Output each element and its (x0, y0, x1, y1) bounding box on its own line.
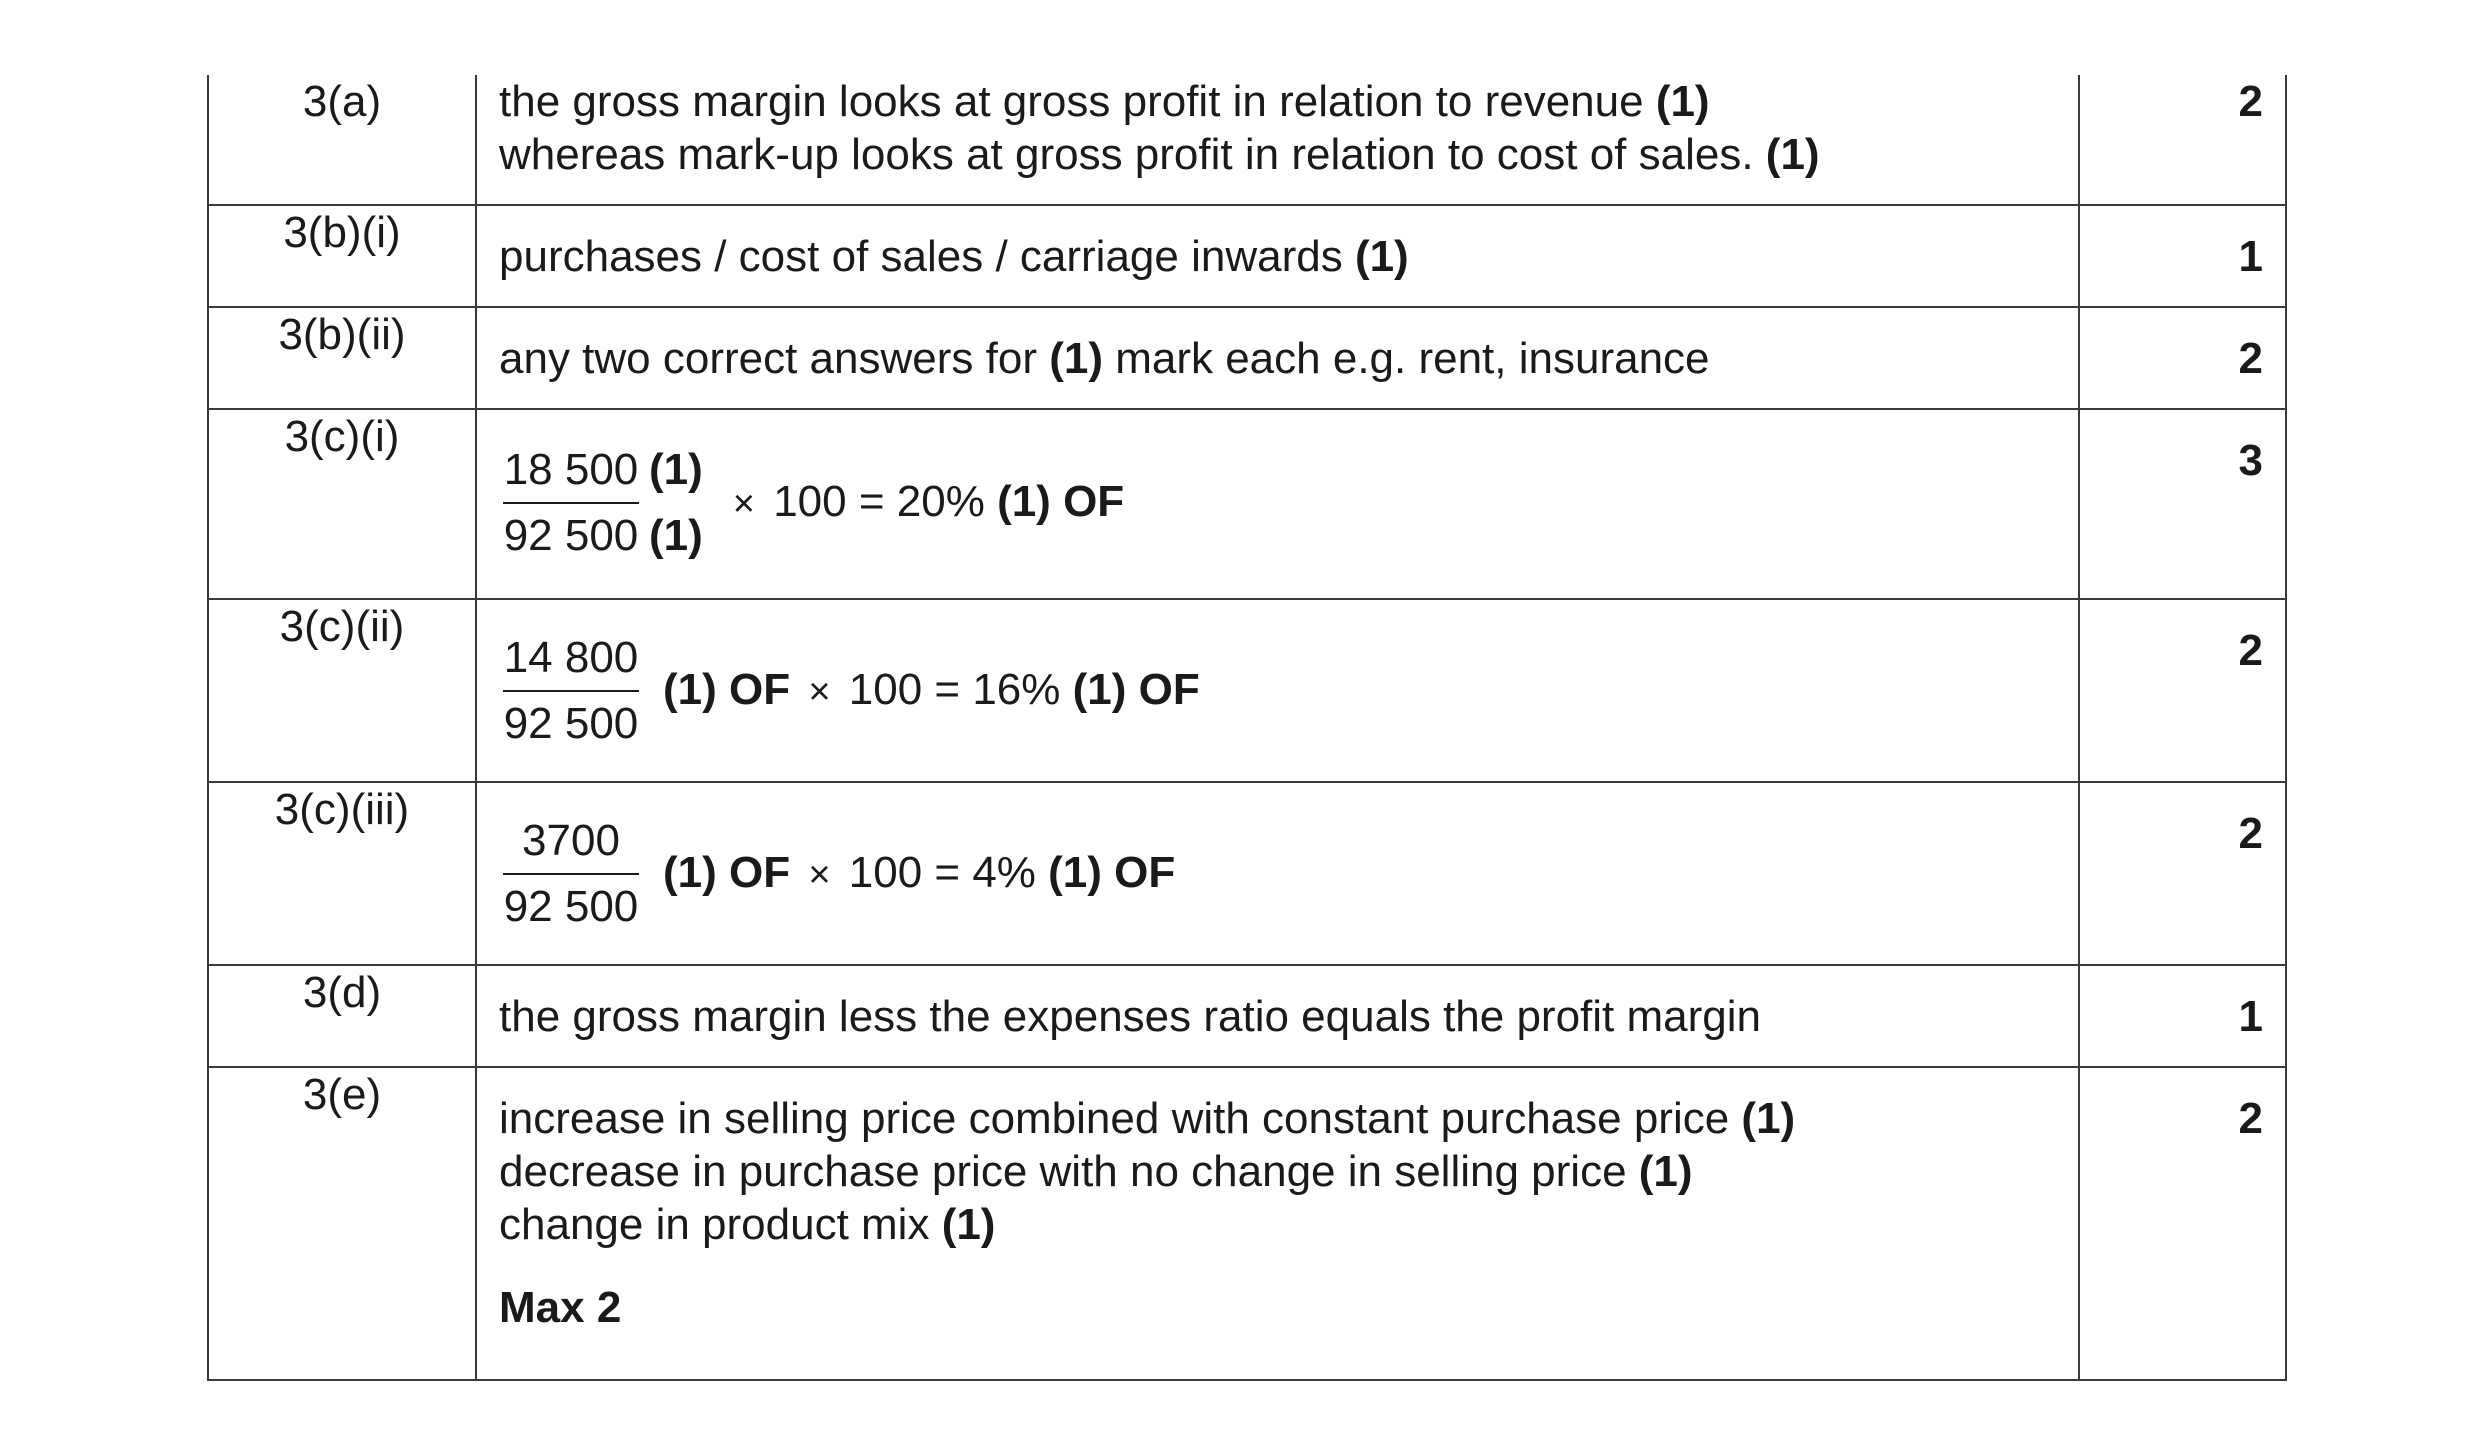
answer-line (499, 230, 2062, 283)
table-row (208, 307, 2286, 409)
denominator-value: 92 500 (503, 511, 639, 560)
mark-tag: (1) (1049, 334, 1103, 383)
table-row (208, 1067, 2286, 1380)
fraction-bar (503, 502, 639, 504)
answer-cell (476, 1067, 2079, 1380)
times-sign: × (808, 671, 831, 713)
mark-tag: (1) (649, 445, 703, 494)
line-spacer (499, 1251, 2062, 1281)
fraction (499, 440, 707, 566)
question-number: 3(c)(i) (208, 409, 476, 599)
question-number: 3(b)(ii) (208, 307, 476, 409)
answer-line (499, 1145, 2062, 1198)
answer-cell (476, 782, 2079, 965)
table-row (208, 965, 2286, 1067)
answer-cell (476, 409, 2079, 599)
answer-line (499, 1092, 2062, 1145)
table-row (208, 205, 2286, 307)
answer-text: whereas mark-up looks at gross profit in relation to cost of sales. (499, 130, 1766, 179)
max-marks-note: Max 2 (499, 1283, 622, 1332)
times-sign: × (732, 483, 755, 525)
marks-value: 1 (2079, 965, 2286, 1067)
fraction-denominator (499, 694, 643, 754)
mark-tag: (1) OF (663, 665, 791, 714)
marks-value: 2 (2079, 782, 2286, 965)
question-number: 3(e) (208, 1067, 476, 1380)
working-line (499, 438, 2062, 568)
denominator-value: 92 500 (503, 699, 639, 748)
answer-text: mark each e.g. rent, insurance (1102, 334, 1710, 383)
question-number: 3(c)(iii) (208, 782, 476, 965)
fraction-numerator (499, 628, 643, 688)
answer-text: increase in selling price combined with constant purchase price (499, 1094, 1742, 1143)
fraction-bar (503, 873, 639, 875)
marks-value: 2 (2079, 1067, 2286, 1380)
mark-tag: (1) (1655, 77, 1710, 126)
marks-value: 3 (2079, 409, 2286, 599)
mark-tag: (1) OF (1048, 848, 1176, 897)
answer-cell (476, 75, 2079, 205)
answer-line (499, 128, 2062, 181)
question-number: 3(b)(i) (208, 205, 476, 307)
fraction-numerator (499, 811, 643, 871)
numerator-value: 14 800 (503, 633, 639, 682)
mark-tag: (1) OF (663, 848, 791, 897)
mark-scheme-table (207, 75, 2287, 1381)
answer-line (499, 332, 2062, 385)
marks-value: 2 (2079, 307, 2286, 409)
answer-text: purchases / cost of sales / carriage inwards (499, 232, 1355, 281)
table-row (208, 599, 2286, 782)
answer-line (499, 1198, 2062, 1251)
working-result (727, 475, 1124, 531)
fraction-bar (503, 690, 639, 692)
fraction-denominator (499, 877, 643, 937)
question-number: 3(d) (208, 965, 476, 1067)
answer-cell (476, 307, 2079, 409)
mark-tag: (1) (1741, 1094, 1796, 1143)
working-line (499, 809, 2062, 939)
denominator-value: 92 500 (503, 882, 639, 931)
fraction (499, 811, 643, 937)
mark-tag: (1) OF (997, 477, 1125, 526)
marks-value: 2 (2079, 75, 2286, 205)
table-row (208, 409, 2286, 599)
numerator-value: 18 500 (503, 445, 639, 494)
mark-tag: (1) (1638, 1147, 1693, 1196)
numerator-value: 3700 (522, 816, 620, 865)
question-number: 3(a) (208, 75, 476, 205)
marks-value: 1 (2079, 205, 2286, 307)
answer-text: 100 = 20% (760, 477, 998, 526)
answer-text: change in product mix (499, 1200, 942, 1249)
answer-text: decrease in purchase price with no change in selling price (499, 1147, 1639, 1196)
answer-text: 100 = 16% (836, 665, 1073, 714)
working-result (663, 663, 1200, 719)
fraction-denominator (499, 506, 707, 566)
fraction-numerator (499, 440, 707, 500)
mark-tag: (1) (941, 1200, 996, 1249)
answer-cell (476, 599, 2079, 782)
answer-line (499, 75, 2062, 128)
table-row (208, 75, 2286, 205)
mark-tag: (1) OF (1072, 665, 1200, 714)
working-result (663, 846, 1175, 902)
marks-value: 2 (2079, 599, 2286, 782)
times-sign: × (808, 854, 831, 896)
answer-cell (476, 965, 2079, 1067)
answer-line (499, 990, 2062, 1043)
answer-text: 100 = 4% (836, 848, 1049, 897)
table-row (208, 782, 2286, 965)
answer-cell (476, 205, 2079, 307)
mark-tag: (1) (1354, 232, 1409, 281)
question-number: 3(c)(ii) (208, 599, 476, 782)
working-line (499, 626, 2062, 756)
answer-text: any two correct answers for (499, 334, 1050, 383)
mark-tag: (1) (649, 511, 703, 560)
answer-text: the gross margin looks at gross profit in relation to revenue (499, 77, 1656, 126)
answer-text: the gross margin less the expenses ratio equals the profit margin (499, 992, 1761, 1041)
mark-tag: (1) (1765, 130, 1820, 179)
fraction (499, 628, 643, 754)
mark-scheme-sheet (207, 75, 2285, 1381)
